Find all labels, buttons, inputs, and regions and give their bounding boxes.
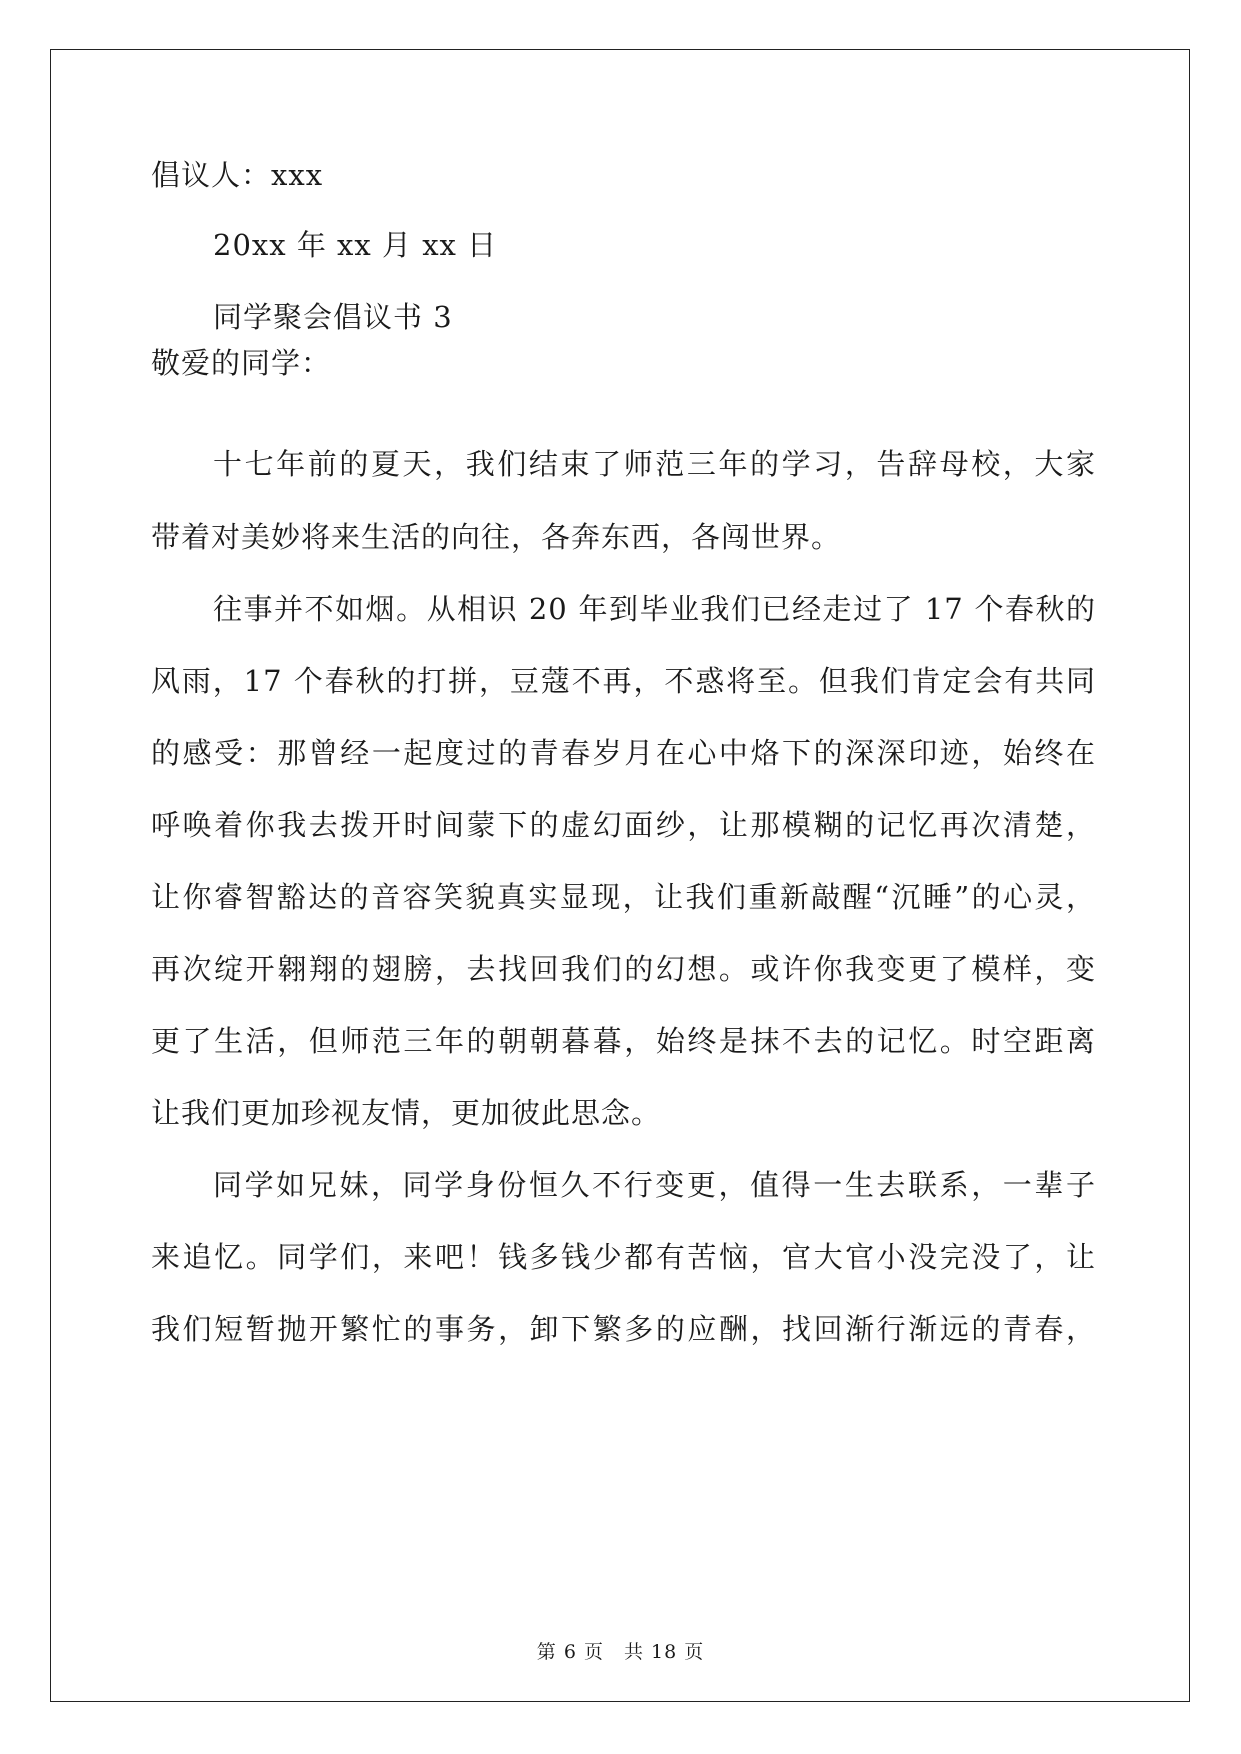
paragraph-2-line-2: 风雨，17 个春秋的打拼，豆蔻不再，不惑将至。但我们肯定会有共同 xyxy=(151,664,1096,698)
paragraph-3-line-1: 同学如兄妹，同学身份恒久不行变更，值得一生去联系，一辈子 xyxy=(213,1168,1096,1202)
paragraph-2-line-8: 让我们更加珍视友情，更加彼此思念。 xyxy=(151,1096,662,1130)
paragraph-1-line-1: 十七年前的夏天，我们结束了师范三年的学习，告辞母校，大家 xyxy=(213,447,1096,481)
paragraph-2-line-3: 的感受：那曾经一起度过的青春岁月在心中烙下的深深印迹，始终在 xyxy=(151,736,1096,770)
paragraph-3-line-2: 来追忆。同学们，来吧！钱多钱少都有苦恼，官大官小没完没了，让 xyxy=(151,1240,1096,1274)
paragraph-1-line-2: 带着对美妙将来生活的向往，各奔东西，各闯世界。 xyxy=(151,520,842,554)
salutation: 敬爱的同学： xyxy=(151,346,332,380)
paragraph-2-line-7: 更了生活，但师范三年的朝朝暮暮，始终是抹不去的记忆。时空距离 xyxy=(151,1024,1096,1058)
date-line: 20xx 年 xx 月 xx 日 xyxy=(213,228,498,262)
paragraph-3-line-3: 我们短暂抛开繁忙的事务，卸下繁多的应酬，找回渐行渐远的青春， xyxy=(151,1312,1096,1346)
signatory-line: 倡议人：xxx xyxy=(151,158,324,192)
section-title: 同学聚会倡议书 3 xyxy=(213,300,453,334)
paragraph-2-line-5: 让你睿智豁达的音容笑貌真实显现，让我们重新敲醒“沉睡”的心灵， xyxy=(151,880,1096,914)
paragraph-2-line-1: 往事并不如烟。从相识 20 年到毕业我们已经走过了 17 个春秋的 xyxy=(213,592,1096,626)
page-footer: 第 6 页 共 18 页 xyxy=(536,1641,705,1663)
paragraph-2-line-4: 呼唤着你我去拨开时间蒙下的虚幻面纱，让那模糊的记忆再次清楚， xyxy=(151,808,1096,842)
paragraph-2-line-6: 再次绽开翱翔的翅膀，去找回我们的幻想。或许你我变更了模样，变 xyxy=(151,952,1096,986)
